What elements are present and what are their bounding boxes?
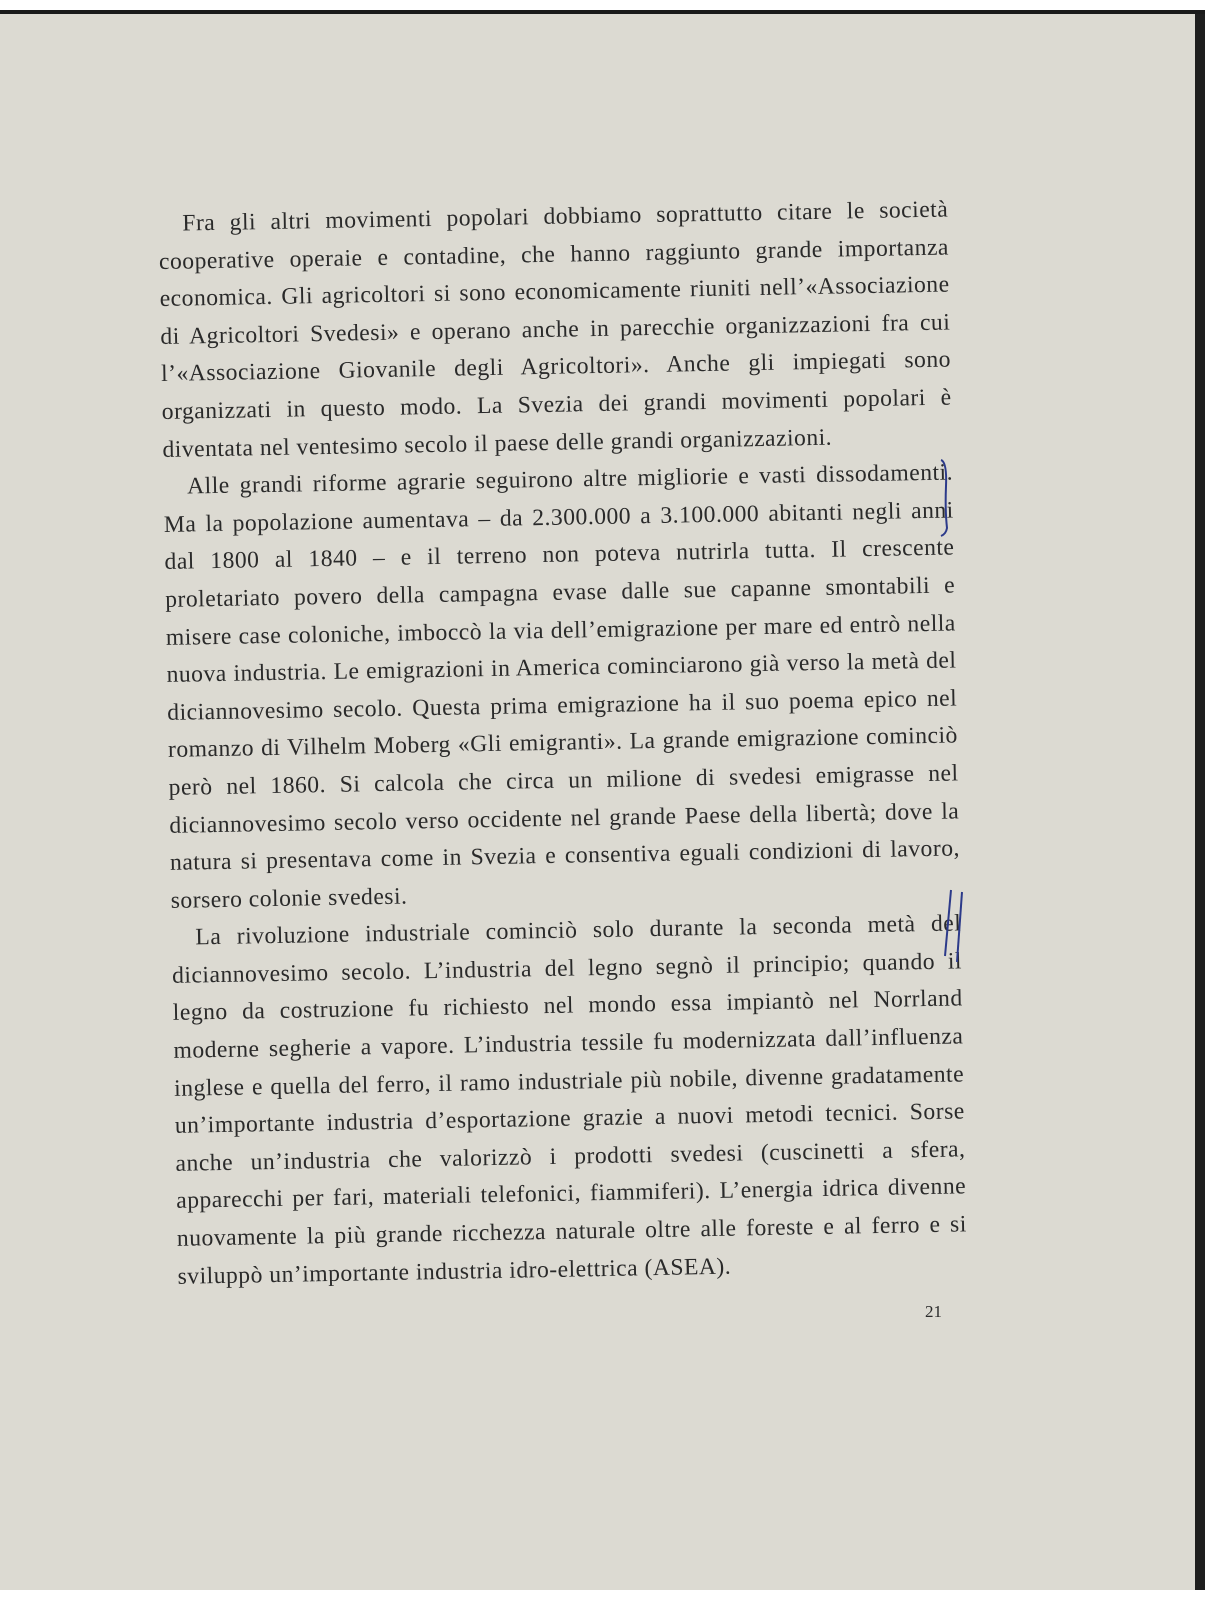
paragraph-emigration: Alle grandi riforme agrarie seguirono altre migliorie e vasti dissodamenti. Ma la popolazione aumentava – da 2.300.000 a 3.100.000 abitanti negli anni dal 1800 al 1840 – e il terreno non poteva nutrirla tutta. Il crescente proletariato povero della campagna evase dalle sue capanne smontabili e misere case coloniche, imboccò la via dell’emigrazione per mare ed entrò nella nuova industria. Le emigrazioni in America cominciarono già verso la metà del diciannovesimo secolo. Questa prima emigrazione ha il suo poema epico nel romanzo di Vilhelm Moberg «Gli emigranti». La grande emigrazione cominciò però nel 1860. Si calcola che circa un milione di svedesi emigrasse nel diciannovesimo secolo verso occidente nel grande Paese della libertà; dove la natura si presentava come in Svezia e consentiva eguali condizioni di lavoro, sorsero colonie svedesi. [163, 459, 961, 914]
margin-double-line-mark [942, 888, 966, 968]
paragraph-cooperatives: Fra gli altri movimenti popolari dobbiamo soprattutto citare le società cooperative operaie e contadine, che hanno raggiunto grande importanza economica. Gli agricoltori si sono economicamente riuniti nell’«Associazione di Agricoltori Svedesi» e operano anche in parecchie organizzazioni fra cui l’«Associazione Giovanile degli Agricoltori». Anche gli impiegati sono organizzati in questo modo. La Svezia dei grandi movimenti popolari è diventata nel ventesimo secolo il paese delle grandi organizzazioni. [158, 196, 952, 463]
paragraph-industrial-revolution: La rivoluzione industriale cominciò solo durante la seconda metà del diciannovesimo secolo. L’industria del legno segnò il principio; quando il legno da costruzione fu richiesto nel mondo essa impiantò nel Norrland moderne segherie a vapore. L’industria tessile fu modernizzata dall’influenza inglese e quella del ferro, il ramo industriale più nobile, divenne gradatamente un’importante industria d’esportazione grazie a nuovi metodi tecnici. Sorse anche un’industria che valorizzò i prodotti svedesi (cuscinetti a sfera, apparecchi per fari, materiali telefonici, fiammiferi). L’energia idrica divenne nuovamente la più grande ricchezza naturale oltre alle foreste e al ferro e si sviluppò un’importante industria idro-elettrica (ASEA). [171, 910, 968, 1290]
page-number: 21 [925, 1302, 942, 1321]
body-text [158, 192, 968, 1297]
margin-bracket-mark [938, 458, 954, 538]
book-page [0, 14, 1205, 1590]
